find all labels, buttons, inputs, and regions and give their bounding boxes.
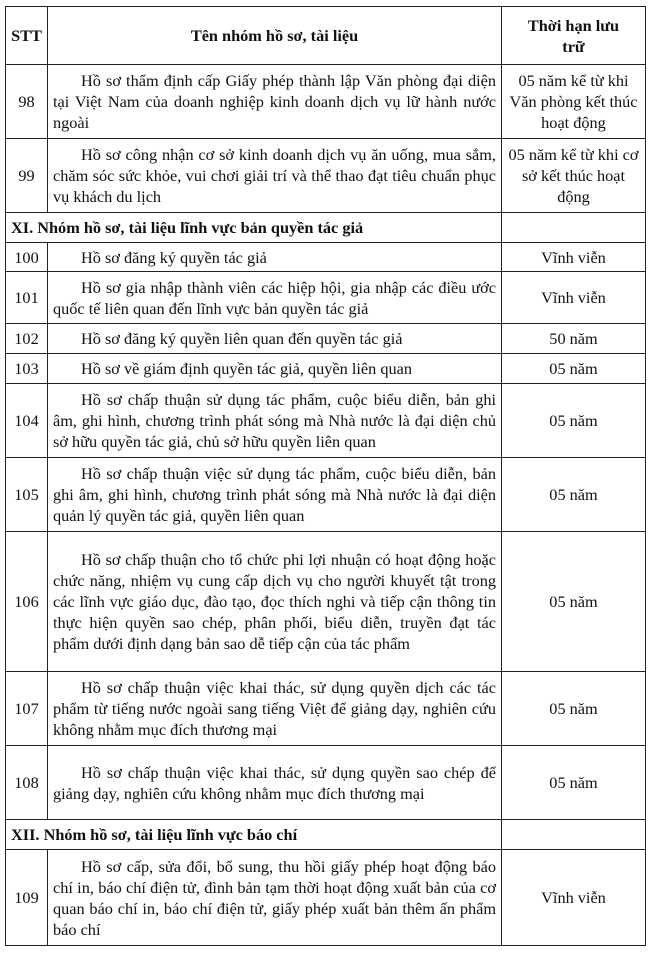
row-name xyxy=(48,324,502,354)
row-name xyxy=(48,532,502,672)
table-row xyxy=(6,65,646,139)
row-stt: 102 xyxy=(6,324,48,354)
row-name xyxy=(48,458,502,532)
row-name xyxy=(48,850,502,946)
row-name-text: Hồ sơ chấp thuận việc khai thác, sử dụng quyền dịch các tác phẩm từ tiếng nước ngoài sang tiếng Việt để giảng dạy, nghiên cứu không nhằm mục đích thương mại xyxy=(53,678,496,739)
row-name xyxy=(48,354,502,384)
table-row xyxy=(6,532,646,672)
row-retention: Vĩnh viễn xyxy=(502,272,646,324)
row-name-text: Hồ sơ chấp thuận việc khai thác, sử dụng quyền sao chép để giảng dạy, nghiên cứu không nhằm mục đích thương mại xyxy=(53,762,496,803)
row-retention: 05 năm kể từ khi cơ sở kết thúc hoạt động xyxy=(502,139,646,213)
table-row xyxy=(6,272,646,324)
row-name-text: Hồ sơ đăng ký quyền liên quan đến quyền tác giả xyxy=(81,329,403,348)
header-name: Tên nhóm hồ sơ, tài liệu xyxy=(48,7,502,65)
table-row xyxy=(6,243,646,272)
row-name xyxy=(48,746,502,820)
table-row xyxy=(6,384,646,458)
row-name xyxy=(48,65,502,139)
row-retention: 05 năm xyxy=(502,354,646,384)
section-heading-xii: XII. Nhóm hồ sơ, tài liệu lĩnh vực báo chí xyxy=(6,820,502,850)
table-row xyxy=(6,850,646,946)
row-name xyxy=(48,384,502,458)
row-stt: 108 xyxy=(6,746,48,820)
row-name-text: Hồ sơ cấp, sửa đổi, bổ sung, thu hồi giấy phép hoạt động báo chí in, báo chí điện tử, đình bản tạm thời hoạt động xuất bản của cơ quan báo chí in, báo chí điện tử, giấy phép xuất bản thêm ấn phẩm báo chí xyxy=(53,856,496,939)
row-name xyxy=(48,672,502,746)
row-name-text: Hồ sơ công nhận cơ sở kinh doanh dịch vụ ăn uống, mua sắm, chăm sóc sức khỏe, vui chơi giải trí và thể thao đạt tiêu chuẩn phục vụ khách du lịch xyxy=(53,145,496,206)
row-name-text: Hồ sơ gia nhập thành viên các hiệp hội, gia nhập các điều ước quốc tế liên quan đến lĩnh vực bản quyền tác giả xyxy=(53,277,496,318)
table-row xyxy=(6,354,646,384)
records-retention-table xyxy=(5,6,646,946)
row-retention: 05 năm xyxy=(502,672,646,746)
section-empty-cell xyxy=(502,820,646,850)
row-stt: 105 xyxy=(6,458,48,532)
row-name-text: Hồ sơ chấp thuận việc sử dụng tác phẩm, cuộc biểu diễn, bản ghi âm, ghi hình, chương trình phát sóng mà Nhà nước là đại diện quản lý quyền tác giả, quyền liên quan xyxy=(53,464,496,525)
table-row xyxy=(6,746,646,820)
row-name xyxy=(48,272,502,324)
row-stt: 98 xyxy=(6,65,48,139)
row-stt: 101 xyxy=(6,272,48,324)
row-stt: 100 xyxy=(6,243,48,272)
section-heading-row xyxy=(6,820,646,850)
row-retention: 05 năm kể từ khi Văn phòng kết thúc hoạt động xyxy=(502,65,646,139)
row-name-text: Hồ sơ chấp thuận cho tổ chức phi lợi nhuận có hoạt động hoặc chức năng, nhiệm vụ cung cấp dịch vụ cho người khuyết tật trong các lĩnh vực giáo dục, đào tạo, đọc thích nghi và tiếp cận thông tin thực hiện quyền sao chép, phân phối, biểu diễn, truyền đạt tác phẩm dưới định dạng bản sao dễ tiếp cận của tác phẩm xyxy=(53,550,496,653)
section-heading-xi: XI. Nhóm hồ sơ, tài liệu lĩnh vực bản quyền tác giả xyxy=(6,213,502,243)
row-retention: 50 năm xyxy=(502,324,646,354)
table-row xyxy=(6,139,646,213)
row-stt: 106 xyxy=(6,532,48,672)
row-name-text: Hồ sơ đăng ký quyền tác giả xyxy=(81,247,267,267)
row-name xyxy=(48,139,502,213)
table-row xyxy=(6,324,646,354)
table-header-row xyxy=(6,7,646,65)
row-stt: 104 xyxy=(6,384,48,458)
row-stt: 103 xyxy=(6,354,48,384)
row-retention: 05 năm xyxy=(502,532,646,672)
row-retention: Vĩnh viễn xyxy=(502,243,646,272)
section-empty-cell xyxy=(502,213,646,243)
row-retention: 05 năm xyxy=(502,458,646,532)
row-retention: Vĩnh viễn xyxy=(502,850,646,946)
row-retention: 05 năm xyxy=(502,746,646,820)
row-retention: 05 năm xyxy=(502,384,646,458)
section-heading-row xyxy=(6,213,646,243)
header-retention: Thời hạn lưu trữ xyxy=(502,7,646,65)
row-stt: 109 xyxy=(6,850,48,946)
row-stt: 107 xyxy=(6,672,48,746)
row-name-text: Hồ sơ về giám định quyền tác giả, quyền liên quan xyxy=(81,359,412,378)
table-row xyxy=(6,458,646,532)
row-name xyxy=(48,243,502,272)
table-row xyxy=(6,672,646,746)
header-stt: STT xyxy=(6,7,48,65)
row-name-text: Hồ sơ thẩm định cấp Giấy phép thành lập Văn phòng đại diện tại Việt Nam của doanh nghiệp kinh doanh dịch vụ lữ hành nước ngoài xyxy=(53,71,496,132)
row-stt: 99 xyxy=(6,139,48,213)
row-name-text: Hồ sơ chấp thuận sử dụng tác phẩm, cuộc biểu diễn, bản ghi âm, ghi hình, chương trình phát sóng mà Nhà nước là đại diện chủ sở hữu quyền tác giả, chủ sở hữu quyền liên quan xyxy=(53,390,496,451)
